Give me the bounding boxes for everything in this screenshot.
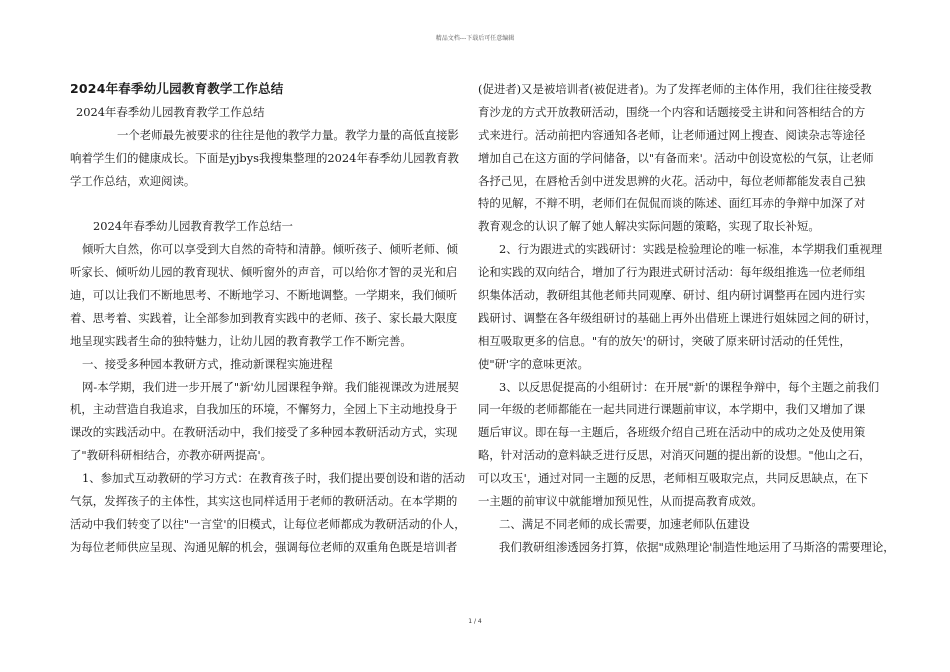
section-heading: 2024年春季幼儿园教育教学工作总结一 (93, 219, 293, 234)
section-heading: 一、接受多种园本教研方式，推动新课程实施进程 (82, 356, 333, 371)
paragraph-line: 课改的实践活动中。在教研活动中，我们接受了多种园本教研活动方式，实现 (70, 425, 458, 440)
paragraph-line: 同一年级的老师都能在一起共同进行课题前审议，本学期中，我们又增加了课 (478, 402, 866, 417)
paragraph-line: 题后审议。即在每一主题后，各班级介绍自己班在活动中的成功之处及使用策 (478, 425, 866, 440)
paragraph-line: 网-本学期，我们进一步开展了"新'幼儿园课程争辩。我们能视课改为进展契 (82, 379, 459, 394)
paragraph-line: 倾听大自然，你可以享受到大自然的奇特和清静。倾听孩子、倾听老师、倾 (82, 242, 458, 257)
left-column (70, 78, 470, 559)
paragraph-line: 机，主动营造自我追求，自我加压的环境，不懈努力，全园上下主动地投身于 (70, 402, 458, 417)
paragraph-line: 响着学生们的健康成长。下面是yjbys我搜集整理的2024年春季幼儿园教育教 (70, 150, 459, 165)
paragraph-line: 论和实践的双向结合，增加了行为跟进式研讨活动：每年级组推选一位老师组 (478, 265, 866, 280)
paragraph-line: 地呈现实践者生命的独特魅力，让幼儿园的教育教学工作不断完善。 (70, 333, 412, 348)
paragraph-line: 1、参加式互动教研的学习方式：在教育孩子时，我们提出要创设和谐的活动 (82, 471, 466, 486)
page-header: 精品文档---下载后可任意编辑 (435, 35, 515, 42)
paragraph-line: (促进者)又是被培训者(被促进者)。为了发挥老师的主体作用，我们往往接受教 (478, 82, 872, 96)
paragraph-line: 教育观念的认识了解了她人解决实际问题的策略，实现了取长补短。 (478, 219, 820, 234)
paragraph-line: 践研讨、调整在各年级组研讨的基础上再外出借班上课进行姐妹园之间的研讨， (478, 310, 877, 325)
paragraph-gap (70, 192, 470, 215)
paragraph-line: 学工作总结，欢迎阅读。 (70, 173, 196, 188)
paragraph-line: 了"教研科研相结合，亦教亦研两提高'。 (70, 448, 273, 463)
paragraph-line: 织集体活动，教研组其他老师共同观摩、研讨、组内研讨调整再在园内进行实 (478, 288, 866, 303)
paragraph-line: 可以攻玉'，通过对同一主题的反思，老师相互吸取完点，共同反思缺点，在下 (478, 471, 869, 486)
paragraph-line: 各抒己见，在唇枪舌剑中迸发思辨的火花。活动中，每位老师都能发表自己独 (478, 173, 866, 188)
paragraph-line: 使"研'字的意味更浓。 (478, 356, 589, 371)
paragraph-line: 育沙龙的方式开放教研活动，围绕一个内容和话题接受主讲和问答相结合的方 (478, 104, 866, 119)
subtitle-line: 2024年春季幼儿园教育教学工作总结 (76, 104, 265, 119)
paragraph-line: 3、以反思促提高的小组研讨：在开展"新'的课程争辩中，每个主题之前我们 (499, 379, 880, 394)
paragraph-line: 略，针对活动的意料缺乏进行反思，对消灭问题的提出新的设想。"他山之石， (478, 448, 871, 463)
section-heading: 二、满足不同老师的成长需要，加速老师队伍建设 (499, 516, 750, 531)
paragraph-line: 迪，可以让我们不断地思考、不断地学习、不断地调整。一学期来，我们倾听 (70, 288, 458, 303)
paragraph-line: 活动中我们转变了以往"一言堂'的旧模式，让每位老师都成为教研活动的仆人， (70, 516, 466, 531)
paragraph-line: 相互吸取更多的信息。"有的放矢'的研讨，突破了原来研讨活动的任凭性， (478, 333, 851, 348)
paragraph-line: 一个老师最先被要求的往往是他的教学力量。教学力量的高低直接影 (117, 127, 459, 142)
paragraph-line: 一主题的前审议中就能增加预见性，从而提高教育成效。 (478, 494, 763, 509)
paragraph-line: 增加自己在这方面的学问储备，以"有备而来'。活动中创设宽松的气氛，让老师 (478, 150, 874, 165)
paragraph-line: 我们教研组渗透园务打算，依据"成熟理论'制造性地运用了马斯洛的需要理论， (499, 539, 895, 554)
right-column (478, 78, 895, 559)
paragraph-line: 气氛，发挥孩子的主体性，其实这也同样适用于老师的教研活动。在本学期的 (70, 494, 458, 509)
paragraph-line: 听家长、倾听幼儿园的教育现状、倾听窗外的声音，可以给你才智的灵光和启 (70, 265, 458, 280)
paragraph-line: 2、行为跟进式的实践研讨：实践是检验理论的唯一标准，本学期我们重视理 (499, 242, 883, 257)
paragraph-line: 式来进行。活动前把内容通知各老师，让老师通过网上搜查、阅读杂志等途径 (478, 127, 866, 142)
page-number: 1 / 4 (468, 618, 482, 625)
paragraph-line: 特的见解，不辩不明，老师们在侃侃而谈的陈述、面红耳赤的争辩中加深了对 (478, 196, 866, 211)
document-title: 2024年春季幼儿园教育教学工作总结 (70, 81, 284, 96)
paragraph-line: 着、思考着、实践着，让全部参加到教育实践中的老师、孩子、家长最大限度 (70, 310, 458, 325)
paragraph-line: 为每位老师供应呈现、沟通见解的机会，强调每位老师的双重角色既是培训者 (70, 539, 458, 554)
